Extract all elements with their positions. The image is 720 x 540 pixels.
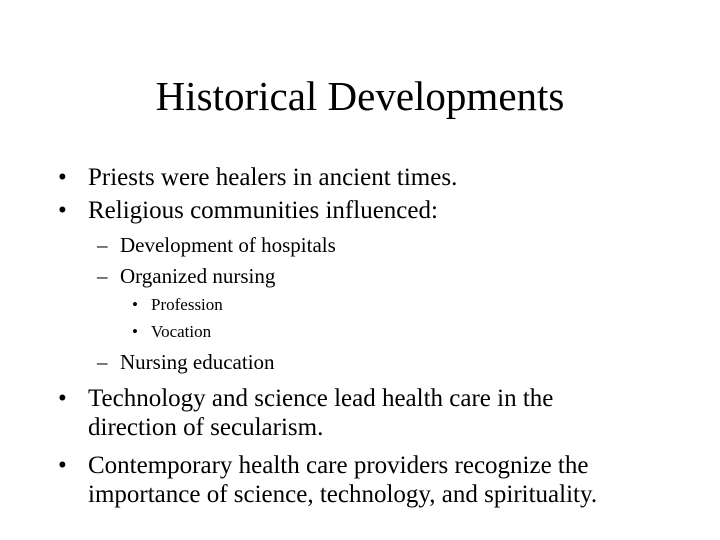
bullet-text-line: Technology and science lead health care in the (88, 385, 554, 412)
bullet-text-line: direction of secularism. (88, 414, 324, 441)
slide-title: Historical Developments (155, 73, 565, 119)
bullet-marker: • (132, 322, 138, 341)
bullet-marker: • (58, 197, 67, 224)
bullet-text: Religious communities influenced: (88, 197, 438, 224)
dash-marker: – (97, 233, 108, 257)
dash-marker: – (97, 264, 108, 288)
sub-bullet-text: Development of hospitals (120, 233, 336, 257)
bullet-marker: • (58, 385, 67, 412)
bullet-marker: • (58, 452, 67, 479)
bullet-marker: • (132, 295, 138, 314)
sub-bullet-text: Nursing education (120, 350, 275, 374)
sub-sub-bullet-text: Profession (151, 295, 223, 314)
bullet-text: Priests were healers in ancient times. (88, 164, 458, 191)
bullet-marker: • (58, 164, 67, 191)
bullet-text-line: importance of science, technology, and spirituality. (88, 481, 598, 508)
dash-marker: – (97, 350, 108, 374)
bullet-text-line: Contemporary health care providers recognize the (88, 452, 589, 479)
sub-bullet-text: Organized nursing (120, 264, 276, 288)
sub-sub-bullet-text: Vocation (151, 322, 212, 341)
